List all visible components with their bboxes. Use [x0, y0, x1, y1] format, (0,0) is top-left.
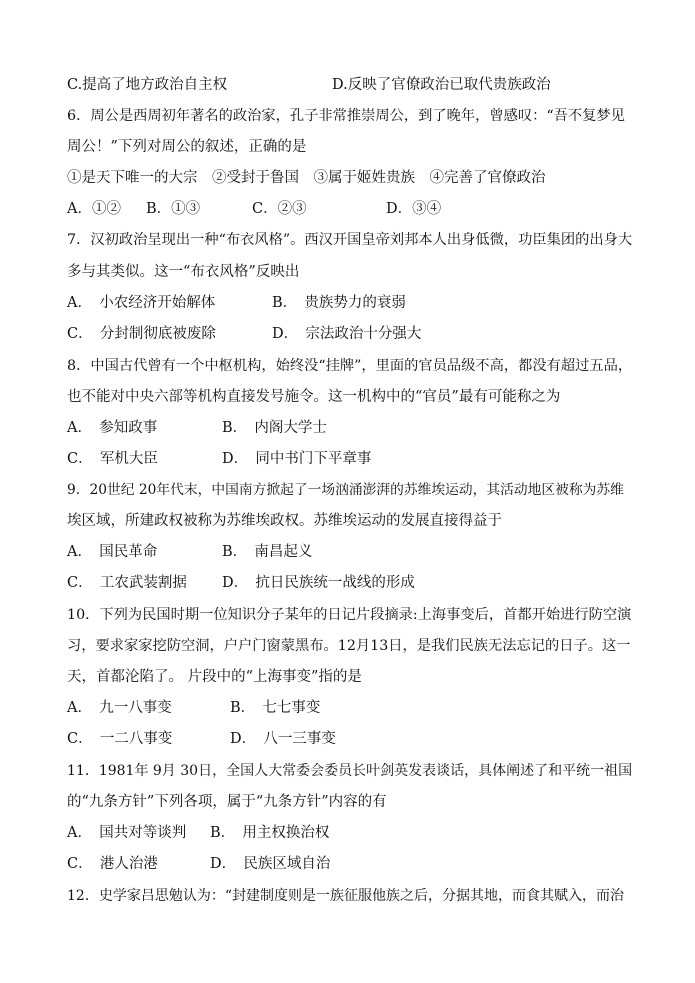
q6-option-d: D．③④ — [386, 201, 442, 217]
q6-option-a: A．①② — [67, 201, 121, 217]
q6-option-b: B．①③ — [146, 201, 201, 217]
q9-option-a: A． 国民革命 — [67, 544, 158, 560]
q8-option-d: D． 同中书门下平章事 — [222, 451, 372, 467]
q7-option-c: C． 分封制彻底被废除 — [67, 326, 216, 342]
q11-option-c: C． 港人治港 — [67, 856, 158, 872]
q11-option-d: D． 民族区域自治 — [210, 856, 331, 872]
q10-stem-line-1: 10．下列为民国时期一位知识分子某年的日记片段摘录:上海事变后，首都开始进行防空演 — [67, 607, 632, 623]
q7-stem-line-2: 多与其类似。这一“布衣风格”反映出 — [67, 264, 300, 280]
q6-stem-line-2: 周公！”下列对周公的叙述，正确的是 — [67, 139, 307, 155]
q11-option-b: B． 用主权换治权 — [210, 825, 330, 841]
q10-option-b: B． 七七事变 — [230, 700, 321, 716]
q11-option-a: A． 国共对等谈判 — [67, 825, 187, 841]
q9-option-b: B． 南昌起义 — [222, 544, 313, 560]
q11-stem-line-2: 的“九条方针”下列各项，属于“九条方针”内容的有 — [67, 794, 387, 810]
q6-statements: ①是天下唯一的大宗 ②受封于鲁国 ③属于姬姓贵族 ④完善了官僚政治 — [67, 170, 546, 186]
q9-option-c: C． 工农武装割据 — [67, 575, 187, 591]
q5-option-d: D.反映了官僚政治已取代贵族政治 — [332, 77, 551, 93]
q8-stem-line-2: 也不能对中央六部等机构直接发号施令。这一机构中的“官员”最有可能称之为 — [67, 389, 561, 405]
q6-stem-line-1: 6．周公是西周初年著名的政治家，孔子非常推崇周公，到了晚年，曾感叹：“吾不复梦见 — [67, 108, 625, 124]
q7-option-b: B． 贵族势力的衰弱 — [272, 295, 406, 311]
q8-option-a: A． 参知政事 — [67, 420, 158, 436]
q8-stem-line-1: 8．中国古代曾有一个中枢机构，始终没“挂牌”，里面的官员品级不高，都没有超过五品， — [67, 358, 633, 374]
q10-stem-line-3: 天，首都沦陷了。 片段中的“上海事变”指的是 — [67, 669, 362, 685]
q7-option-a: A． 小农经济开始解体 — [67, 295, 216, 311]
q7-option-d: D． 宗法政治十分强大 — [272, 326, 422, 342]
q12-stem-line-1: 12．史学家吕思勉认为：“封建制度则是一族征服他族之后，分据其地，而食其赋入，而治 — [67, 888, 624, 904]
q10-option-a: A． 九一八事变 — [67, 700, 172, 716]
q5-option-c: C.提高了地方政治自主权 — [67, 77, 228, 93]
q9-stem-line-2: 埃区域，所建政权被称为苏维埃政权。苏维埃运动的发展直接得益于 — [67, 513, 502, 529]
q9-option-d: D． 抗日民族统一战线的形成 — [222, 575, 415, 591]
q8-option-b: B． 内阁大学士 — [222, 420, 327, 436]
q8-option-c: C． 军机大臣 — [67, 451, 158, 467]
q10-option-c: C． 一二八事变 — [67, 731, 173, 747]
q10-option-d: D． 八一三事变 — [230, 731, 336, 747]
q10-stem-line-2: 习，要求家家挖防空洞，户户门窗蒙黑布。12月13日，是我们民族无法忘记的日子。这一 — [67, 638, 631, 654]
q9-stem-line-1: 9．20世纪 20年代末，中国南方掀起了一场汹涌澎湃的苏维埃运动，其活动地区被称为苏维 — [67, 482, 624, 498]
q11-stem-line-1: 11．1981年 9月 30日，全国人大常委会委员长叶剑英发表谈话，具体阐述了和平统一祖国 — [67, 763, 633, 779]
q7-stem-line-1: 7．汉初政治呈现出一种“布衣风格”。西汉开国皇帝刘邦本人出身低微，功臣集团的出身大 — [67, 232, 633, 248]
q6-option-c: C．②③ — [252, 201, 307, 217]
